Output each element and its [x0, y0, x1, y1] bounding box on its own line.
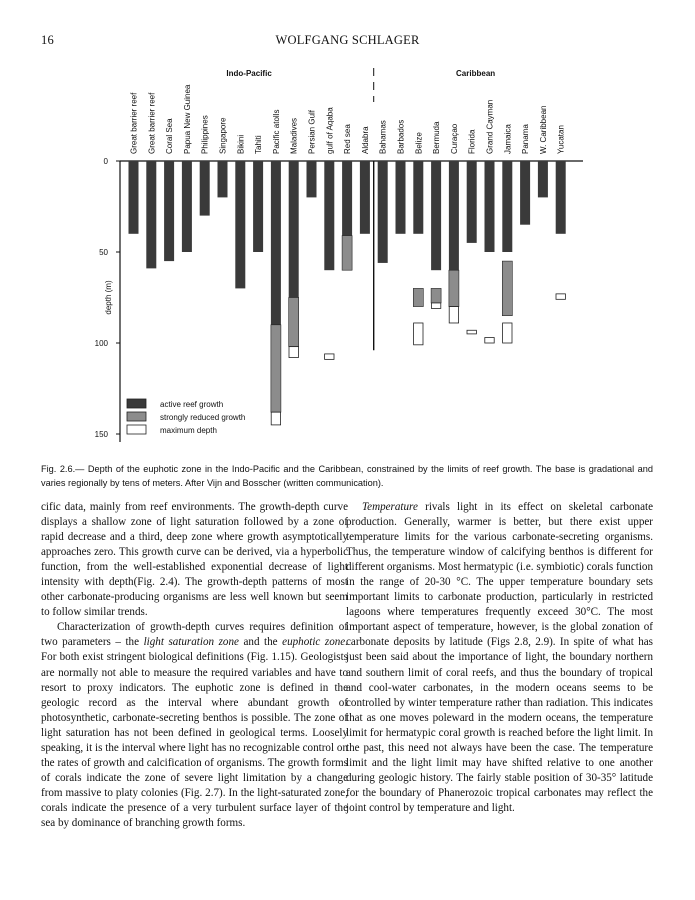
bar-reduced — [289, 298, 299, 347]
category-label: Tahiti — [254, 135, 264, 154]
paragraph: cific data, mainly from reef environments. The growth-depth curve displays a shallow zone of light saturation followed by a zone of rapid decrease and a third, deep zone where growth asymptotically approaches zero. This growth curve can be derived, via a hyperbolic function, from the well-established exponential decrease of light intensity with depth(Fig. 2.4). The growth-depth patterns of most other carbonate-producing organisms are less well known but seem to follow similar trends. — [41, 501, 348, 619]
bar-6 — [235, 161, 245, 288]
category-label: Barbados — [396, 119, 406, 154]
bar-active — [200, 161, 210, 216]
category-label: Jamaica — [503, 124, 513, 154]
category-label: Florida — [467, 129, 477, 154]
running-head: WOLFGANG SCHLAGER — [275, 33, 420, 47]
bar-11 — [324, 161, 334, 359]
bar-reduced — [413, 288, 423, 306]
y-tick-label: 50 — [99, 248, 108, 257]
bar-23 — [538, 161, 548, 197]
bar-active — [182, 161, 192, 252]
category-label: W. Caribbean — [538, 105, 548, 154]
bar-active — [218, 161, 228, 197]
category-label: Grand Cayman — [485, 99, 495, 154]
page-number: 16 — [41, 33, 54, 47]
bar-max-depth — [414, 323, 423, 345]
bar-20 — [485, 161, 495, 343]
category-label: Persian Gulf — [307, 109, 317, 154]
bar-active — [467, 161, 477, 243]
bar-active — [538, 161, 548, 197]
caption-label: Fig. 2.6. — [41, 464, 76, 474]
bar-active — [449, 161, 459, 270]
bar-active — [520, 161, 530, 225]
bar-0 — [129, 161, 139, 234]
category-label: Belize — [414, 132, 424, 154]
category-label: gulf of Aqaba — [325, 107, 335, 154]
bar-active — [146, 161, 156, 268]
bar-max-depth — [431, 303, 440, 308]
category-label: Great barrier reef — [129, 92, 139, 154]
y-tick-label: 0 — [103, 157, 108, 166]
bar-active — [289, 161, 299, 298]
legend-label-max: maximum depth — [160, 426, 217, 435]
bar-reduced — [449, 270, 459, 306]
bar-22 — [520, 161, 530, 225]
bar-max-depth — [485, 338, 494, 343]
bar-active — [413, 161, 423, 234]
bar-15 — [396, 161, 406, 234]
figure-caption — [41, 462, 653, 490]
bar-8 — [271, 161, 281, 425]
category-label: Great barrier reef — [147, 92, 157, 154]
bar-active — [378, 161, 388, 263]
bar-13 — [360, 161, 370, 234]
bar-max-depth — [271, 412, 280, 425]
bar-4 — [200, 161, 210, 216]
bar-24 — [556, 161, 566, 299]
bar-active — [502, 161, 512, 252]
bar-active — [129, 161, 139, 234]
bar-active — [253, 161, 263, 252]
bar-active — [396, 161, 406, 234]
bar-19 — [467, 161, 477, 334]
y-tick-label: 150 — [94, 430, 108, 439]
category-label: Aldabra — [360, 126, 370, 154]
bar-12 — [342, 161, 352, 270]
caption-text: — Depth of the euphotic zone in the Indo-Pacific and the Caribbean, constrained by the limits of reef growth. The base is gradational and varies regionally by tens of meters. After Vijn and Bosscher (written communication). — [41, 464, 653, 488]
bar-max-depth — [556, 294, 565, 299]
bar-18 — [449, 161, 459, 323]
paragraph: Characterization of growth-depth curves requires definition of two parameters – the light saturation zone and the euphotic zone. For both exist stringent biological definitions (Fig. 1.15). Geologists are normally not able to measure the required variables and have to resort to proxy indicators. The euphotic zone is defined in the geologic record as the interval where abundant growth of photosynthetic, carbonate-secreting benthos is possible. The zone of light saturation has not been defined in geological terms. Loosely speaking, it is the interval where light has no recognizable control on the rates of growth and calcification of organisms. The growth forms of corals indicate the zone of severe light limitation by a change from massive to platy colonies (Fig. 2.7). In the light-saturated zone, corals indicate the presence of a very turbulent surface layer of the sea by dominance of branching growth forms. — [41, 621, 348, 829]
bar-21 — [502, 161, 512, 343]
category-label: Maladives — [289, 117, 299, 154]
legend-swatch-reduced — [127, 412, 146, 421]
bar-active — [485, 161, 495, 252]
body-column-left — [41, 500, 348, 831]
category-label: Bermuda — [432, 121, 442, 154]
bar-14 — [378, 161, 388, 263]
category-label: Yucatan — [556, 125, 566, 154]
bar-reduced — [342, 236, 352, 271]
body-column-right — [346, 500, 653, 816]
bar-active — [342, 161, 352, 236]
bar-7 — [253, 161, 263, 252]
legend-label-active: active reef growth — [160, 400, 224, 409]
category-label: Curaçao — [449, 123, 459, 154]
bar-active — [307, 161, 317, 197]
bar-max-depth — [289, 347, 298, 358]
y-tick-label: 100 — [94, 339, 108, 348]
bar-1 — [146, 161, 156, 268]
bar-active — [324, 161, 334, 270]
bar-active — [431, 161, 441, 270]
legend-swatch-max — [127, 425, 146, 434]
category-label: Red sea — [343, 124, 353, 154]
category-label: Bikini — [236, 134, 246, 154]
bar-17 — [431, 161, 441, 308]
category-label: Coral Sea — [165, 118, 175, 154]
group-label-indo-pacific: Indo-Pacific — [226, 69, 272, 78]
bar-active — [360, 161, 370, 234]
category-label: Singapore — [218, 117, 228, 154]
bar-active — [271, 161, 281, 325]
bar-16 — [413, 161, 423, 345]
bar-max-depth — [503, 323, 512, 343]
category-label: Papua New Guinea — [182, 84, 192, 154]
bar-max-depth — [467, 330, 476, 334]
paragraph: Temperature rivals light in its effect on skeletal carbonate production. Generally, warmer is better, but there exist upper temperature limits for the various carbonate-secreting organisms. Thus, the temperature window of calcifying benthos is different for different organisms. Most hermatypic (i.e. symbiotic) corals function in the range of 20-30 °C. The upper temperature boundary sets important limits to carbonate production, particularly in restricted lagoons where temperatures frequently exceed 30°C. The most important aspect of temperature, however, is the global zonation of carbonate deposits by latitude (Figs 2.8, 2.9). In spite of what has just been said about the importance of light, the boundary northern and southern limit of coral reefs, and thus the boundary of tropical and cool-water carbonates, in the modern oceans seems to be controlled by winter temperature rather than radiation. This indicates that as one moves poleward in the modern oceans, the temperature limit for hermatypic coral growth is reached before the light limit. In the past, this need not always have been the case. The temperature limit and the light limit may have shifted relative to one another during geologic history. The fairly stable position of 30-35° latitude for the boundary of Phanerozoic tropical carbonates may reflect the joint control by temperature and light. — [346, 501, 653, 814]
y-axis-label: depth (m) — [104, 280, 113, 315]
bar-active — [556, 161, 566, 234]
bar-5 — [218, 161, 228, 197]
bar-max-depth — [325, 354, 334, 359]
bar-9 — [289, 161, 299, 358]
bar-reduced — [502, 261, 512, 316]
category-label: Bahamas — [378, 120, 388, 154]
category-label: Philippines — [200, 115, 210, 154]
bar-reduced — [431, 288, 441, 303]
group-label-caribbean: Caribbean — [456, 69, 496, 78]
bar-10 — [307, 161, 317, 197]
bar-reduced — [271, 325, 281, 412]
category-label: Pacific atolls — [271, 109, 281, 154]
bar-2 — [164, 161, 174, 261]
bar-active — [235, 161, 245, 288]
bar-max-depth — [449, 307, 458, 323]
bar-active — [164, 161, 174, 261]
legend-swatch-active — [127, 399, 146, 408]
category-label: Panama — [521, 124, 531, 154]
bar-3 — [182, 161, 192, 252]
legend-label-reduced: strongly reduced growth — [160, 413, 246, 422]
